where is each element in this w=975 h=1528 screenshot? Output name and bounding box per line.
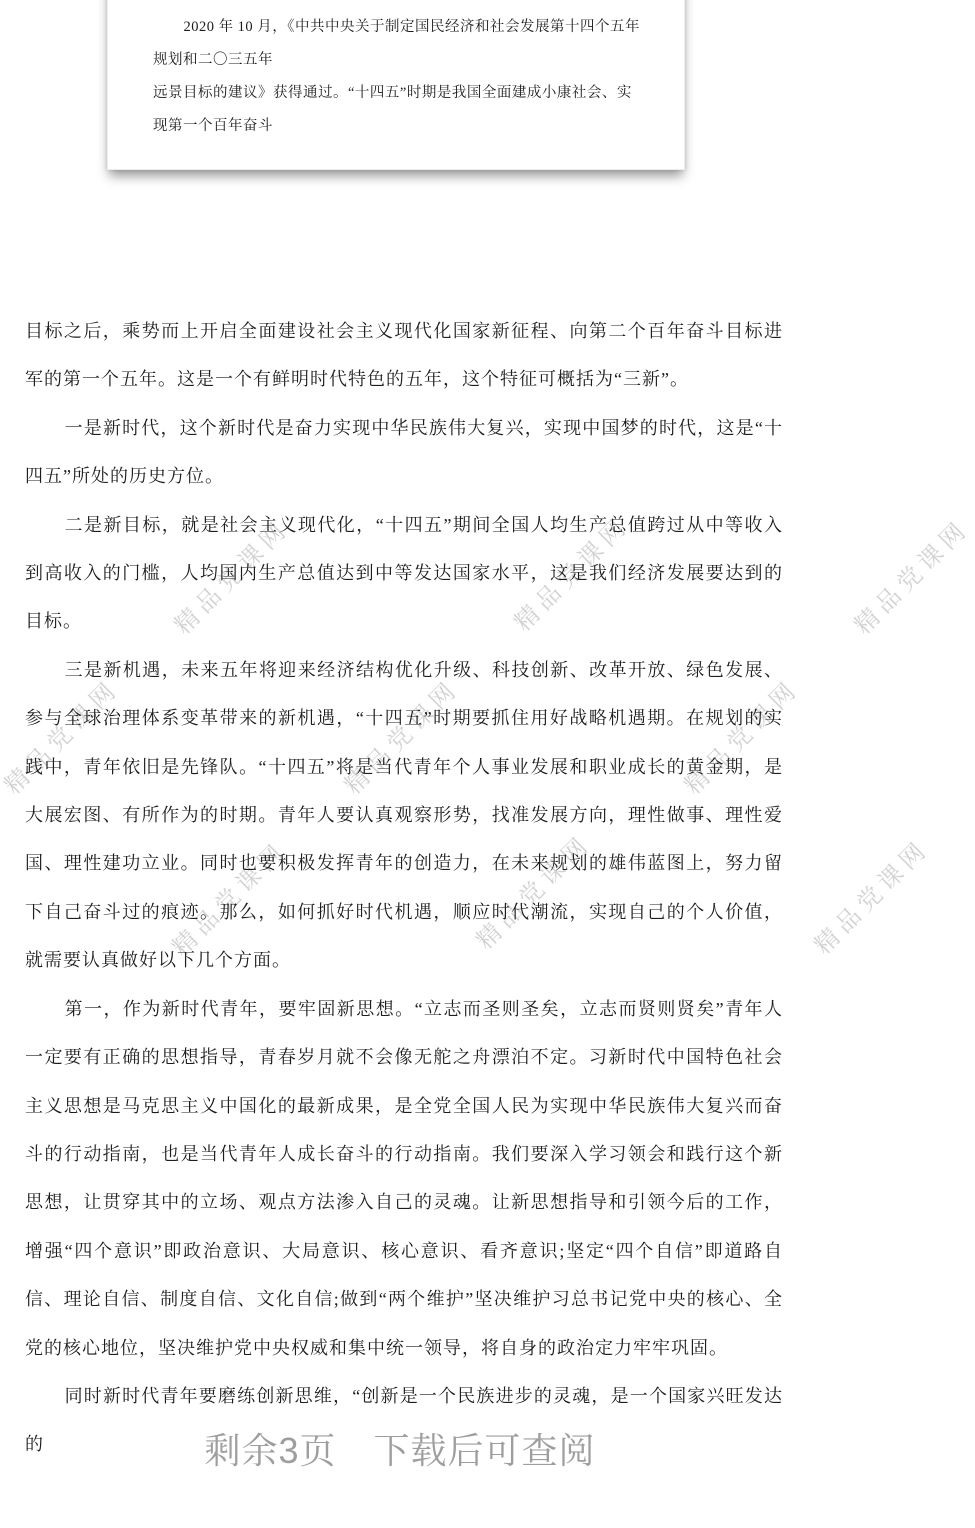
document-page-preview-card[interactable]	[107, 0, 685, 170]
site-watermark: 精品党课网	[340, 675, 465, 800]
site-watermark: 精品党课网	[472, 830, 597, 955]
preview-card-line-2: 远景目标的建议》获得通过。“十四五”时期是我国全面建成小康社会、实现第一个百年奋斗	[153, 85, 632, 134]
preview-card-line-1: 2020 年 10 月，《中共中央关于制定国民经济和社会发展第十四个五年规划和二〇三五年	[153, 19, 641, 68]
download-to-view-label: 下载后可查阅	[373, 1430, 596, 1471]
paragraph: 一是新时代，这个新时代是奋力实现中华民族伟大复兴，实现中国梦的时代，这是“十四五”所处的历史方位。	[25, 417, 783, 487]
site-watermark: 精品党课网	[170, 515, 295, 640]
site-watermark: 精品党课网	[168, 837, 293, 962]
paragraph: 同时新时代青年要磨练创新思维，“创新是一个民族进步的灵魂，是一个国家兴旺发达的	[25, 1385, 783, 1455]
site-watermark: 精品党课网	[850, 515, 975, 640]
paragraph: 第一，作为新时代青年，要牢固新思想。“立志而圣则圣矣，立志而贤则贤矣”青年人一定要有正确的思想指导，青春岁月就不会像无舵之舟漂泊不定。习新时代中国特色社会主义思想是马克思主义中国化的最新成果，是全党全国人民为实现中华民族伟大复兴而奋斗的行动指南，也是当代青年人成长奋斗的行动指南。我们要深入学习领会和践行这个新思想，让贯穿其中的立场、观点方法渗入自己的灵魂。让新思想指导和引领今后的工作，增强“四个意识”即政治意识、大局意识、核心意识、看齐意识;坚定“四个自信”即道路自信、理论自信、制度自信、文化自信;做到“两个维护”坚决维护习总书记党中央的核心、全党的核心地位，坚决维护党中央权威和集中统一领导，将自身的政治定力牢牢巩固。	[25, 998, 783, 1358]
paragraph: 二是新目标，就是社会主义现代化，“十四五”期间全国人均生产总值跨过从中等收入到高收入的门槛，人均国内生产总值达到中等发达国家水平，这是我们经济发展要达到的目标。	[25, 514, 783, 632]
site-watermark: 精品党课网	[810, 835, 935, 960]
paragraph: 目标之后，乘势而上开启全面建设社会主义现代化国家新征程、向第二个百年奋斗目标进军的第一个五年。这是一个有鲜明时代特色的五年，这个特征可概括为“三新”。	[25, 321, 783, 390]
preview-card-text	[153, 11, 642, 143]
remaining-pages-label: 剩余3页	[204, 1430, 337, 1471]
site-watermark: 精品党课网	[0, 675, 125, 800]
document-body-text	[25, 307, 783, 1469]
site-watermark: 精品党课网	[680, 675, 805, 800]
paragraph: 三是新机遇，未来五年将迎来经济结构优化升级、科技创新、改革开放、绿色发展、参与全球治理体系变革带来的新机遇，“十四五”时期要抓住用好战略机遇期。在规划的实践中，青年依旧是先锋队。“十四五”将是当代青年个人事业发展和职业成长的黄金期，是大展宏图、有所作为的时期。青年人要认真观察形势，找准发展方向，理性做事、理性爱国、理性建功立业。同时也要积极发挥青年的创造力，在未来规划的雄伟蓝图上，努力留下自己奋斗过的痕迹。那么，如何抓好时代机遇，顺应时代潮流，实现自己的个人价值，就需要认真做好以下几个方面。	[25, 659, 783, 971]
site-watermark: 精品党课网	[510, 512, 635, 637]
footer-hint	[0, 1423, 800, 1474]
